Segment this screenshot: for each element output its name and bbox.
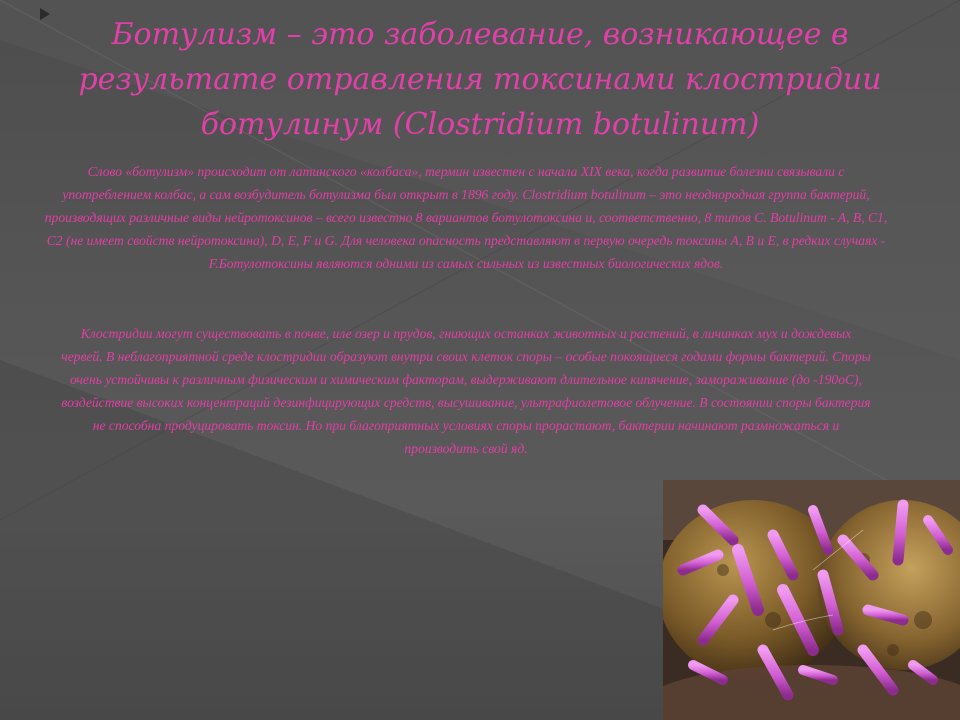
- bacteria-micrograph-image: [663, 480, 960, 720]
- slide-title: Ботулизм – это заболевание, возникающее в результате отравления токсинами клостридии ботулинум (Clostridium botulinum): [78, 17, 882, 142]
- body-paragraph-2: Клостридии могут существовать в почве, иле озер и прудов, гниющих останках животных и растений, в личинках мух и дождевых червей. В неблагоприятной среде клостридии образуют внутри своих клеток споры – особые покоящиеся годами формы бактерий. Споры очень устойчивы к различным физическим и химическим факторам, выдерживают длительное кипячение, замораживание (до -190оС), воздействие высоких концентраций дезинфицирующих средств, высушивание, ультрафиолетовое облучение. В состоянии споры бактерия не способна продуцировать токсин. Но при благоприятных условиях споры прорастают, бактерии начинают размножаться и производить свой яд.: [61, 326, 871, 456]
- body-paragraph-1: Слово «ботулизм» происходит от латинского «колбаса», термин известен с начала XIX века, когда развитие болезни связывали с употреблением колбас, а сам возбудитель ботулизма был открыт в 1896 году. Clostridium botulinum – это неоднородная группа бактерий, производящих различные виды нейротоксинов – всего известно 8 вариантов ботулотоксина и, соответственно, 8 типов C. Botulinum - A, B, C1, C2 (не имеет свойств нейротоксина), D, E, F и G. Для человека опасность представляют в первую очередь токсины A, B и E, в редких случаях - F.Ботулотоксины являются одними из самых сильных из известных биологических ядов.: [44, 164, 888, 271]
